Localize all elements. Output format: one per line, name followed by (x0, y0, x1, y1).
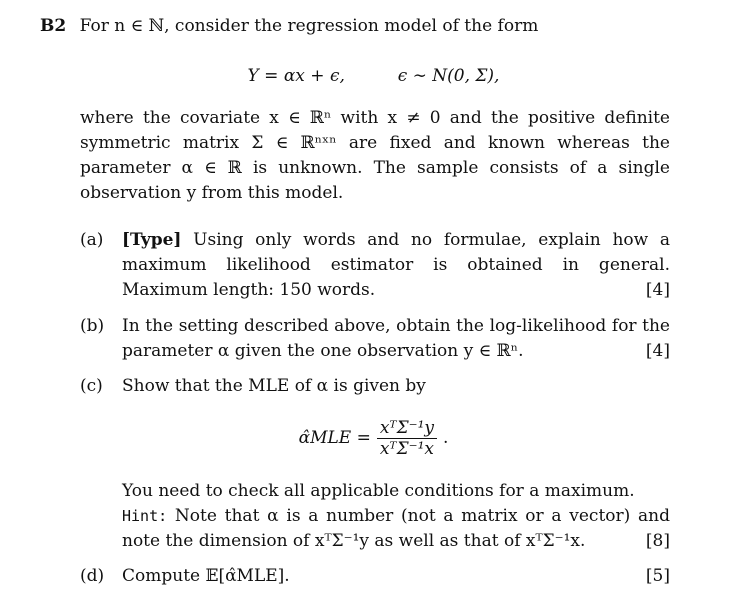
part-b-marks: [4] (645, 341, 670, 361)
part-c-continued (80, 479, 670, 554)
part-c-label: (c) (80, 376, 103, 396)
description-text: where the covariate x ∈ ℝⁿ with x ≠ 0 and the positive definite symmetric matrix Σ ∈ ℝⁿˣⁿ are fixed and known whereas the parameter α ∈ ℝ is unknown. The sample consists of a single observation y from this model. (80, 108, 670, 203)
mle-numerator: xᵀΣ⁻¹y (377, 418, 437, 439)
part-a-marks: [4] (645, 280, 670, 300)
part-d (80, 564, 670, 589)
mle-lhs: α̂MLE = (298, 428, 371, 448)
mle-fraction (377, 418, 437, 459)
part-d-marks: [5] (645, 566, 670, 586)
model-equation: Y = αx + ϵ, (247, 66, 345, 86)
part-a-label: (a) (80, 230, 104, 250)
mle-denominator: xᵀΣ⁻¹x (379, 439, 434, 459)
part-c-hint-text: Note that α is a number (not a matrix or a vector) and note the dimension of xᵀΣ⁻¹y as well as that of xᵀΣ⁻¹x. (122, 506, 670, 551)
part-c-followup: You need to check all applicable conditions for a maximum. (122, 481, 635, 501)
noise-distribution: ϵ ∼ N(0, Σ), (397, 66, 500, 86)
part-d-text: Compute 𝔼[α̂MLE]. (122, 566, 290, 586)
mle-formula (0, 418, 747, 459)
part-c-hint-label: Hint: (122, 507, 168, 525)
question-description (80, 106, 670, 206)
mle-period: . (442, 428, 449, 448)
question-header (40, 14, 680, 39)
question-number: B2 (40, 16, 67, 36)
part-b-text: In the setting described above, obtain the log-likelihood for the parameter α given the one observation y ∈ ℝⁿ. (122, 316, 670, 361)
part-d-label: (d) (80, 566, 105, 586)
part-b (80, 314, 670, 364)
part-c-marks: [8] (645, 531, 670, 551)
part-b-label: (b) (80, 316, 105, 336)
model-equation-display (0, 64, 747, 89)
part-a (80, 228, 670, 303)
question-intro: For n ∈ ℕ, consider the regression model of the form (79, 16, 539, 36)
part-a-tag: [Type] (122, 230, 182, 250)
part-c-text: Show that the MLE of α is given by (122, 376, 426, 396)
part-a-text: Using only words and no formulae, explain how a maximum likelihood estimator is obtained in general. Maximum length: 150 words. (122, 230, 671, 300)
part-c (80, 374, 670, 399)
